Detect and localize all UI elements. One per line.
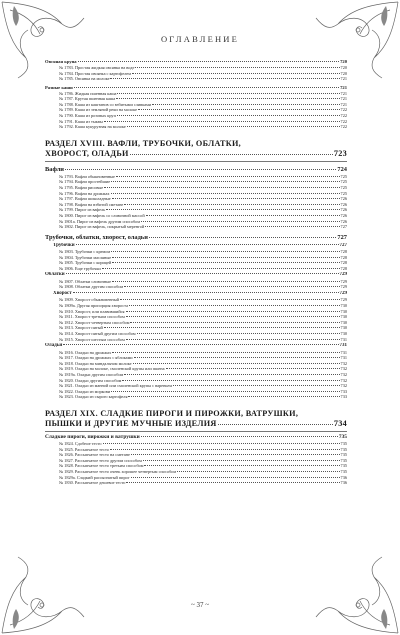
toc-entry-page: 726 [340, 218, 347, 224]
dot-leader [131, 477, 340, 478]
section-divider [45, 431, 347, 432]
dot-leader [104, 187, 339, 188]
toc-entry-title: № 1809а. Другая пропорция хвороста [59, 303, 129, 309]
toc-group-oats [45, 59, 347, 82]
toc-page-number: 721 [340, 84, 347, 90]
dot-leader [146, 215, 340, 216]
toc-entry-title: № 1819а. Оладьи другим способом [59, 372, 124, 377]
toc-entry-title: № 1811. Хворост третьим способом [59, 314, 125, 320]
toc-entry-page: 727 [340, 224, 347, 230]
toc-entry-title: № 1830. Рассыпчатое дешевое тесто [59, 480, 126, 486]
section-19 [45, 409, 347, 486]
toc-entry-page: 726 [340, 212, 347, 218]
dot-leader [132, 73, 340, 74]
toc-entry-title: № 1810. Хворост, или плавившийся [59, 308, 125, 314]
subgroup-page-number: 735 [338, 433, 347, 440]
toc-entry-page: 726 [340, 207, 347, 213]
toc-entry-page: 731 [340, 349, 347, 355]
toc-entry-page: 732 [340, 372, 347, 377]
toc-entry-page: 721 [340, 90, 347, 96]
toc-entry-title: № 1789. Каша из земляной реки на молоке [59, 107, 138, 113]
toc-page-number: 720 [340, 59, 347, 64]
toc-entry-page: 733 [340, 394, 347, 400]
toc-entry[interactable] [45, 394, 347, 400]
toc-entry-page: 731 [340, 336, 347, 342]
toc-entry-title: № 1822. Оладьи из моркови [59, 388, 111, 394]
dot-leader [130, 322, 339, 323]
toc-entry-page: 732 [340, 377, 347, 383]
toc-entry-title: № 1821. Оладьи из манной или смоленской крупы с вареньем [59, 383, 172, 389]
dot-leader [131, 454, 340, 455]
toc-entry-page: 735 [340, 446, 347, 452]
toc-items [45, 279, 347, 290]
toc-entry-title: № 1784. Простая овсянка с картофелем [59, 70, 131, 76]
toc-entry-page: 735 [340, 440, 347, 446]
toc-entry-page: 722 [340, 118, 347, 124]
toc-entry-page: 725 [340, 190, 347, 196]
subgroup-title: Трубочки [53, 242, 75, 248]
dot-leader [177, 471, 339, 472]
toc-entry-title: № 1815. Хворост шестым способом [59, 336, 125, 342]
toc-entry-page: 725 [340, 184, 347, 190]
toc-entry-page: 726 [340, 196, 347, 202]
toc-entry-page: 731 [340, 355, 347, 361]
dot-leader [117, 93, 339, 94]
toc-entry-title: № 1805. Трубочки с корицей [59, 260, 112, 266]
toc-entry[interactable] [45, 76, 347, 82]
toc-entry-title: № 1785. Овсянка на молоке [59, 76, 110, 82]
toc-entry-page: 736 [340, 474, 347, 480]
toc-entry-page: 730 [340, 319, 347, 325]
toc-entry-title: № 1787. Крутая пшенная каша [59, 96, 116, 102]
toc-entry-page: 735 [340, 468, 347, 474]
toc-subheading-title: Овсяная крупа [45, 59, 77, 64]
dot-leader [138, 109, 339, 110]
dot-leader [120, 299, 340, 300]
group-title: Трубочки, облатки, хворост, оладьи [45, 233, 148, 241]
toc-entry-title: № 1799. Пирог из вафель [59, 207, 106, 213]
toc-entry-page: 728 [340, 249, 347, 255]
toc-subgroup-heading[interactable] [45, 434, 347, 441]
toc-entry-title: № 1803. Трубочки с кремом [59, 249, 111, 255]
dot-leader [141, 221, 340, 222]
page-number-footer: ~ 37 ~ [190, 601, 210, 609]
toc-entry-page: 735 [340, 452, 347, 458]
toc-entry-page: 730 [340, 308, 347, 314]
dot-leader [111, 391, 340, 392]
toc-entry-title: № 1826. Рассыпчатое тесто на сметане [59, 452, 130, 458]
toc-entry-page: 729 [340, 284, 347, 290]
dot-leader [104, 327, 340, 328]
toc-entry-page: 722 [340, 112, 347, 118]
toc-entry-title: № 1804. Трубочки масляные [59, 254, 112, 260]
dot-leader [117, 115, 340, 116]
toc-entry-title: № 1813. Хворост пятый [59, 325, 103, 331]
toc-group-heading[interactable] [45, 166, 347, 174]
toc-entry[interactable] [45, 266, 347, 272]
toc-entry-page: 720 [340, 64, 347, 70]
toc-entry-page: 730 [340, 314, 347, 320]
dot-leader [124, 374, 339, 375]
dot-leader [124, 204, 339, 205]
toc-entry-title: № 1801а. Пирог из вафель другим способом [59, 218, 140, 224]
toc-items [45, 174, 347, 230]
section-title-line2[interactable] [45, 149, 347, 159]
toc-entry-title: № 1800. Пирог из вафель со сливочной массой [59, 212, 145, 218]
dot-leader [111, 251, 340, 252]
dot-leader [173, 385, 340, 386]
toc-group-heading[interactable] [45, 234, 347, 242]
toc-entry-title: № 1786. Жидкая пшенная каша [59, 90, 117, 96]
toc-entry-page: 728 [340, 260, 347, 266]
toc-entry-title: № 1816. Оладьи на дрожжах [59, 349, 112, 355]
dot-leader [128, 396, 339, 397]
toc-entry-page: 721 [340, 76, 347, 82]
group-page-number: 724 [337, 165, 347, 173]
toc-entry-page: 725 [340, 179, 347, 185]
toc-entry-title: № 1797. Вафли шоколадные [59, 196, 111, 202]
subgroup-title: Хворост [53, 291, 72, 297]
toc-entry[interactable] [45, 224, 347, 230]
dot-leader [112, 257, 339, 258]
dot-leader [111, 181, 339, 182]
section-18 [45, 139, 347, 400]
toc-entry-page: 733 [340, 388, 347, 394]
toc-entry-title: № 1796. Вафли на дрожжах [59, 190, 110, 196]
toc-entry-page: 736 [340, 480, 347, 486]
dot-leader [112, 198, 340, 199]
toc-entry-page: 721 [340, 96, 347, 102]
toc-entry-title: № 1812. Хворост четвертым способом [59, 319, 130, 325]
section-page-number: 723 [333, 148, 347, 158]
toc-entry-title: № 1824. Сдобное тесто [59, 440, 102, 446]
section-divider [45, 161, 347, 162]
toc-items [45, 297, 347, 342]
toc-items [45, 350, 347, 400]
dot-leader [135, 67, 339, 68]
section-title-line1: РАЗДЕЛ XIX. СЛАДКИЕ ПИРОГИ И ПИРОЖКИ, ВАТРУШКИ, [45, 408, 299, 418]
toc-entry[interactable] [45, 480, 347, 486]
toc-entry-title: № 1794. Вафли простейшие [59, 179, 111, 185]
section-page-number: 734 [333, 418, 347, 428]
toc-entry-title: № 1825. Рассыпчатое тесто [59, 446, 109, 452]
dot-leader [112, 352, 339, 353]
dot-leader [137, 333, 340, 334]
toc-entry-page: 725 [340, 173, 347, 179]
toc-entry-title: № 1795. Вафли рисовые [59, 184, 104, 190]
subgroup-title: Облатки [45, 272, 65, 278]
toc-entry-title: № 1820. Оладьи другим способом [59, 377, 122, 383]
page-header: ОГЛАВЛЕНИЕ [160, 34, 240, 44]
subgroup-title: Оладьи [45, 343, 63, 349]
toc-items [45, 65, 347, 82]
toc-entry[interactable] [45, 337, 347, 343]
toc-entry-title: № 1792. Каша кукурузная на молоке [59, 124, 126, 130]
toc-entry-title: № 1793. Вафли обыкновенные [59, 173, 115, 179]
toc-entry-page: 735 [340, 457, 347, 463]
toc-entry-title: № 1807. Облатки сливочные [59, 278, 112, 284]
dot-leader [126, 339, 340, 340]
toc-items [45, 441, 347, 486]
dot-leader [116, 176, 340, 177]
toc-entry-title: № 1823. Оладьи из сырого картофеля [59, 394, 128, 400]
subgroup-page-number: 731 [339, 343, 347, 349]
toc-entry-title: № 1814. Хворост пятый другим способом [59, 331, 136, 337]
toc-entry-title: № 1817. Оладьи на дрожжах с яблоками [59, 355, 133, 361]
toc-entry-title: № 1790. Каша из розовых круп [59, 112, 116, 118]
toc-entry-page: 721 [340, 101, 347, 107]
dot-leader [126, 311, 340, 312]
dot-leader [124, 286, 339, 287]
toc-entry-page: 728 [340, 254, 347, 260]
subgroup-title: Сладкие пироги, пирожки и ватрушки [45, 433, 140, 440]
toc-entry-title: № 1791. Каша из тыквы [59, 118, 103, 124]
corner-ornament-bottom-left [0, 555, 90, 635]
dot-leader [106, 209, 339, 210]
toc-entry-page: 726 [340, 201, 347, 207]
dot-leader [134, 357, 340, 358]
dot-leader [126, 316, 340, 317]
dot-leader [104, 121, 340, 122]
subgroup-page-number: 729 [339, 272, 347, 278]
toc-entry-page: 735 [340, 463, 347, 469]
toc-entry-page: 732 [340, 383, 347, 389]
dot-leader [126, 482, 339, 483]
group-page-number: 727 [337, 233, 347, 241]
toc-entry-page: 722 [340, 124, 347, 130]
subgroup-page-number: 729 [339, 291, 347, 297]
toc-entry-title: № 1783. Простая жидкая овсянка на воде [59, 64, 135, 70]
dot-leader [122, 380, 339, 381]
group-title: Вафли [45, 165, 64, 173]
toc-entry-page: 730 [340, 325, 347, 331]
corner-ornament-bottom-right [310, 555, 400, 635]
toc-entry-title: № 1829а. Сладкий рассыпчатый пирог [59, 474, 130, 480]
section-title-text: ПЫШКИ И ДРУГИЕ МУЧНЫЕ ИЗДЕЛИЯ [45, 418, 217, 428]
toc-entry-page: 729 [340, 297, 347, 303]
toc-entry-title: № 1802. Пирог из вафель, покрытый меренгой [59, 224, 145, 230]
dot-leader [112, 262, 339, 263]
dot-leader [127, 126, 340, 127]
table-of-contents [45, 56, 347, 486]
toc-entry-page: 730 [340, 303, 347, 309]
toc-entry-page: 732 [340, 360, 347, 366]
toc-entry-page: 722 [340, 107, 347, 113]
toc-entry-title: № 1808. Облатки другим способом [59, 284, 124, 290]
dot-leader [152, 104, 339, 105]
dot-leader [110, 78, 339, 79]
section-title-line1: РАЗДЕЛ XVIII. ВАФЛИ, ТРУБОЧКИ, ОБЛАТКИ, [45, 138, 241, 148]
toc-entry-page: 728 [340, 265, 347, 271]
section-title-line2[interactable] [45, 419, 347, 429]
toc-entry-page: 720 [340, 70, 347, 76]
dot-leader [133, 363, 340, 364]
toc-entry-title: № 1818. Оладьи на миндальном молоке [59, 360, 132, 366]
toc-entry-title: № 1829. Рассыпчатое тесто очень хорошее четвертым способом [59, 468, 177, 474]
toc-items [45, 249, 347, 271]
dot-leader [116, 98, 339, 99]
section-title-text: ХВОРОСТ, ОЛАДЬИ [45, 148, 129, 158]
toc-entry-page: 732 [340, 366, 347, 372]
dot-leader [112, 281, 340, 282]
toc-entry-title: № 1828. Рассыпчатое тесто третьим способом [59, 463, 144, 469]
dot-leader [110, 449, 340, 450]
dot-leader [103, 443, 340, 444]
toc-entry-title: № 1809. Хворост обыкновенный [59, 297, 119, 303]
dot-leader [102, 268, 340, 269]
toc-entry-page: 730 [340, 331, 347, 337]
dot-leader [111, 193, 340, 194]
dot-leader [145, 226, 339, 227]
toc-entry-title: № 1798. Вафли на взбитой сметане [59, 201, 124, 207]
dot-leader [143, 460, 340, 461]
toc-group-various-porridges [45, 85, 347, 130]
toc-entry-title: № 1819. Оладьи на молоке, смоленской крупы или пшена [59, 366, 165, 372]
toc-subheading-title: Разные каши [45, 84, 73, 90]
dot-leader [129, 305, 340, 306]
toc-entry[interactable] [45, 124, 347, 130]
toc-entry-title: № 1806. Еще трубочки [59, 265, 101, 271]
dot-leader [166, 368, 340, 369]
toc-entry-title: № 1788. Каша из каштанов со взбитыми сливками [59, 101, 152, 107]
toc-entry-page: 729 [340, 278, 347, 284]
toc-entry-title: № 1827. Рассыпчатое тесто другим способом [59, 457, 142, 463]
dot-leader [144, 465, 339, 466]
toc-entry[interactable] [45, 284, 347, 290]
toc-items [45, 91, 347, 130]
subgroup-page-number: 727 [339, 242, 347, 248]
